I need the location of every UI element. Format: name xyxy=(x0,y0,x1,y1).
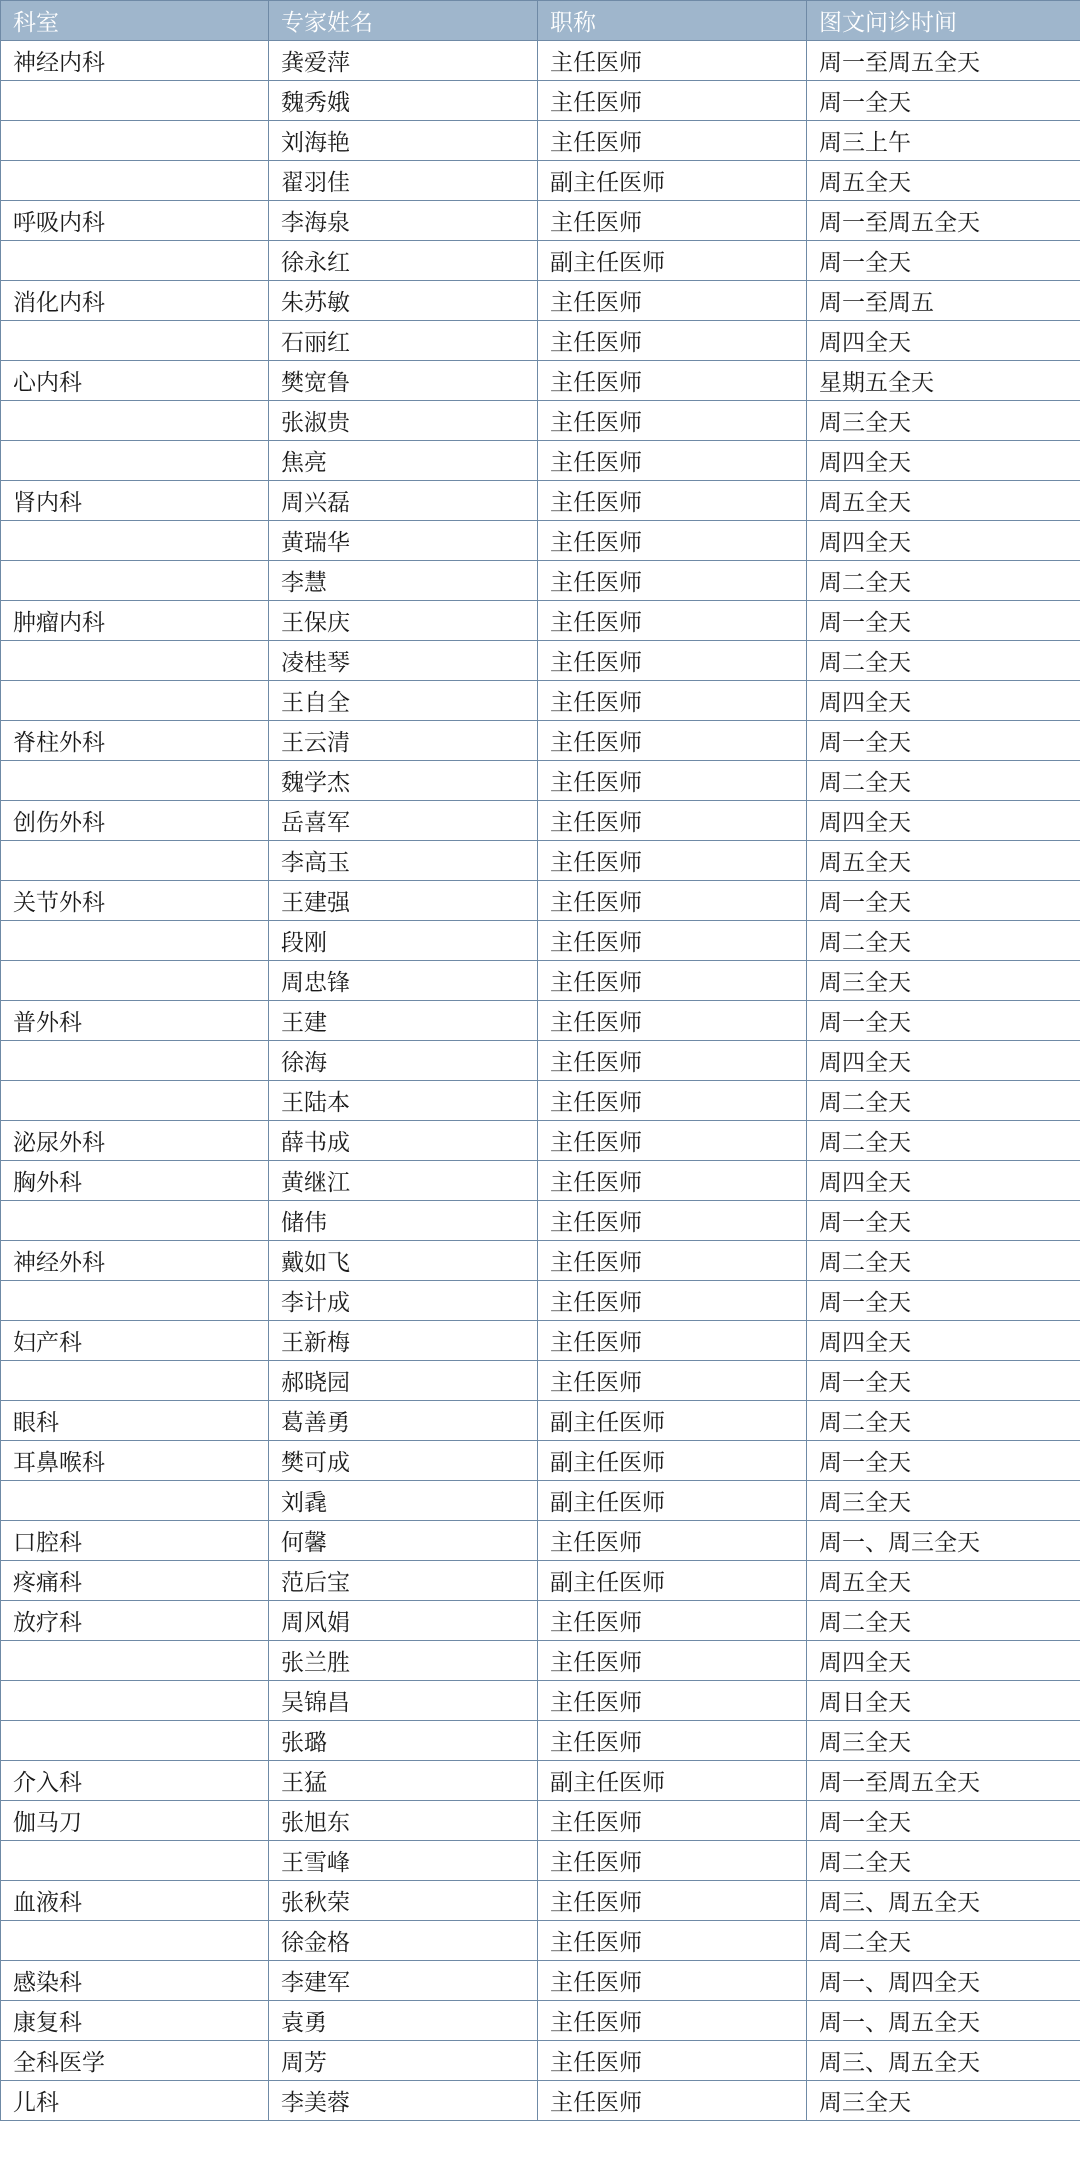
doctor-name-cell: 郝晓园 xyxy=(269,1361,538,1401)
consult-time-cell: 周四全天 xyxy=(807,1641,1080,1681)
doctor-name-cell: 储伟 xyxy=(269,1201,538,1241)
department-cell: 全科医学 xyxy=(1,2041,269,2081)
header-department: 科室 xyxy=(1,1,269,41)
consult-time-cell: 周四全天 xyxy=(807,321,1080,361)
consult-time-cell: 周二全天 xyxy=(807,921,1080,961)
consult-time-cell: 周一至周五全天 xyxy=(807,41,1080,81)
title-cell: 主任医师 xyxy=(538,321,807,361)
title-cell: 主任医师 xyxy=(538,121,807,161)
title-cell: 主任医师 xyxy=(538,2001,807,2041)
table-row xyxy=(1,601,1080,641)
header-doctor-name: 专家姓名 xyxy=(269,1,538,41)
doctor-name-cell: 樊宽鲁 xyxy=(269,361,538,401)
doctor-name-cell: 李美蓉 xyxy=(269,2081,538,2121)
table-row xyxy=(1,1801,1080,1841)
department-cell: 妇产科 xyxy=(1,1321,269,1361)
department-cell: 伽马刀 xyxy=(1,1801,269,1841)
table-row xyxy=(1,201,1080,241)
title-cell: 主任医师 xyxy=(538,1121,807,1161)
doctor-name-cell: 黄继江 xyxy=(269,1161,538,1201)
table-row xyxy=(1,321,1080,361)
department-cell xyxy=(1,681,269,721)
title-cell: 主任医师 xyxy=(538,801,807,841)
table-row xyxy=(1,561,1080,601)
consult-time-cell: 周四全天 xyxy=(807,521,1080,561)
department-cell xyxy=(1,1641,269,1681)
department-cell: 关节外科 xyxy=(1,881,269,921)
doctor-name-cell: 朱苏敏 xyxy=(269,281,538,321)
title-cell: 副主任医师 xyxy=(538,1441,807,1481)
title-cell: 主任医师 xyxy=(538,1241,807,1281)
title-cell: 主任医师 xyxy=(538,641,807,681)
title-cell: 主任医师 xyxy=(538,41,807,81)
consult-time-cell: 周二全天 xyxy=(807,1401,1080,1441)
title-cell: 副主任医师 xyxy=(538,1561,807,1601)
consult-time-cell: 周一全天 xyxy=(807,881,1080,921)
title-cell: 主任医师 xyxy=(538,1601,807,1641)
table-row xyxy=(1,2081,1080,2121)
title-cell: 主任医师 xyxy=(538,1201,807,1241)
table-row xyxy=(1,961,1080,1001)
consult-time-cell: 周一至周五 xyxy=(807,281,1080,321)
table-row xyxy=(1,281,1080,321)
table-row xyxy=(1,361,1080,401)
consult-time-cell: 周三、周五全天 xyxy=(807,1881,1080,1921)
department-cell xyxy=(1,1841,269,1881)
table-header xyxy=(1,1,1080,41)
consult-time-cell: 周四全天 xyxy=(807,1041,1080,1081)
table-row xyxy=(1,41,1080,81)
department-cell: 神经内科 xyxy=(1,41,269,81)
consult-time-cell: 周二全天 xyxy=(807,1121,1080,1161)
department-cell: 介入科 xyxy=(1,1761,269,1801)
department-cell xyxy=(1,441,269,481)
consult-time-cell: 周二全天 xyxy=(807,1081,1080,1121)
title-cell: 主任医师 xyxy=(538,1281,807,1321)
doctor-name-cell: 王云清 xyxy=(269,721,538,761)
department-cell xyxy=(1,401,269,441)
department-cell xyxy=(1,1041,269,1081)
table-row xyxy=(1,1881,1080,1921)
consult-time-cell: 周日全天 xyxy=(807,1681,1080,1721)
consult-time-cell: 周一全天 xyxy=(807,1281,1080,1321)
title-cell: 主任医师 xyxy=(538,1721,807,1761)
department-cell: 普外科 xyxy=(1,1001,269,1041)
title-cell: 主任医师 xyxy=(538,921,807,961)
doctor-name-cell: 翟羽佳 xyxy=(269,161,538,201)
table-row xyxy=(1,841,1080,881)
department-cell xyxy=(1,81,269,121)
doctor-name-cell: 袁勇 xyxy=(269,2001,538,2041)
table-row xyxy=(1,641,1080,681)
department-cell xyxy=(1,761,269,801)
title-cell: 主任医师 xyxy=(538,521,807,561)
doctor-name-cell: 魏学杰 xyxy=(269,761,538,801)
title-cell: 主任医师 xyxy=(538,1081,807,1121)
consult-time-cell: 周一、周三全天 xyxy=(807,1521,1080,1561)
consult-time-cell: 星期五全天 xyxy=(807,361,1080,401)
doctor-name-cell: 徐海 xyxy=(269,1041,538,1081)
department-cell xyxy=(1,1081,269,1121)
department-cell xyxy=(1,961,269,1001)
department-cell xyxy=(1,921,269,961)
consult-time-cell: 周五全天 xyxy=(807,841,1080,881)
consult-time-cell: 周四全天 xyxy=(807,1161,1080,1201)
doctor-name-cell: 张淑贵 xyxy=(269,401,538,441)
header-title: 职称 xyxy=(538,1,807,41)
consult-time-cell: 周一全天 xyxy=(807,1441,1080,1481)
department-cell xyxy=(1,1481,269,1521)
header-row xyxy=(1,1,1080,41)
table-row xyxy=(1,81,1080,121)
doctor-name-cell: 徐永红 xyxy=(269,241,538,281)
table-row xyxy=(1,1121,1080,1161)
consult-time-cell: 周二全天 xyxy=(807,641,1080,681)
doctor-name-cell: 凌桂琴 xyxy=(269,641,538,681)
department-cell: 脊柱外科 xyxy=(1,721,269,761)
header-consult-time: 图文问诊时间 xyxy=(807,1,1080,41)
department-cell xyxy=(1,321,269,361)
table-row xyxy=(1,1721,1080,1761)
title-cell: 主任医师 xyxy=(538,1361,807,1401)
table-row xyxy=(1,1601,1080,1641)
consult-time-cell: 周一全天 xyxy=(807,241,1080,281)
title-cell: 主任医师 xyxy=(538,1801,807,1841)
doctor-name-cell: 王自全 xyxy=(269,681,538,721)
doctor-name-cell: 王保庆 xyxy=(269,601,538,641)
table-row xyxy=(1,481,1080,521)
doctor-name-cell: 李海泉 xyxy=(269,201,538,241)
department-cell xyxy=(1,161,269,201)
table-row xyxy=(1,1441,1080,1481)
consult-time-cell: 周五全天 xyxy=(807,481,1080,521)
doctor-name-cell: 葛善勇 xyxy=(269,1401,538,1441)
table-row xyxy=(1,521,1080,561)
doctor-name-cell: 周芳 xyxy=(269,2041,538,2081)
department-cell: 肿瘤内科 xyxy=(1,601,269,641)
table-row xyxy=(1,1401,1080,1441)
department-cell xyxy=(1,561,269,601)
doctor-name-cell: 周风娟 xyxy=(269,1601,538,1641)
doctor-name-cell: 黄瑞华 xyxy=(269,521,538,561)
consult-time-cell: 周一全天 xyxy=(807,721,1080,761)
doctor-name-cell: 李建军 xyxy=(269,1961,538,2001)
department-cell: 血液科 xyxy=(1,1881,269,1921)
table-row xyxy=(1,1041,1080,1081)
consult-time-cell: 周三全天 xyxy=(807,961,1080,1001)
consult-time-cell: 周四全天 xyxy=(807,441,1080,481)
title-cell: 主任医师 xyxy=(538,441,807,481)
doctor-name-cell: 李高玉 xyxy=(269,841,538,881)
consult-time-cell: 周二全天 xyxy=(807,1921,1080,1961)
table-row xyxy=(1,2041,1080,2081)
consult-time-cell: 周一全天 xyxy=(807,1201,1080,1241)
department-cell: 儿科 xyxy=(1,2081,269,2121)
title-cell: 主任医师 xyxy=(538,1041,807,1081)
doctor-name-cell: 龚爱萍 xyxy=(269,41,538,81)
title-cell: 主任医师 xyxy=(538,1921,807,1961)
department-cell: 眼科 xyxy=(1,1401,269,1441)
title-cell: 副主任医师 xyxy=(538,241,807,281)
consult-time-cell: 周一全天 xyxy=(807,1801,1080,1841)
title-cell: 主任医师 xyxy=(538,201,807,241)
department-cell xyxy=(1,1201,269,1241)
table-row xyxy=(1,441,1080,481)
doctor-name-cell: 段刚 xyxy=(269,921,538,961)
doctor-name-cell: 吴锦昌 xyxy=(269,1681,538,1721)
consult-time-cell: 周三全天 xyxy=(807,1721,1080,1761)
table-row xyxy=(1,801,1080,841)
consult-time-cell: 周二全天 xyxy=(807,761,1080,801)
consult-time-cell: 周一至周五全天 xyxy=(807,201,1080,241)
department-cell: 呼吸内科 xyxy=(1,201,269,241)
consult-time-cell: 周一全天 xyxy=(807,81,1080,121)
consult-time-cell: 周一全天 xyxy=(807,601,1080,641)
table-row xyxy=(1,921,1080,961)
doctor-name-cell: 范后宝 xyxy=(269,1561,538,1601)
consult-time-cell: 周三全天 xyxy=(807,2081,1080,2121)
table-row xyxy=(1,121,1080,161)
department-cell xyxy=(1,521,269,561)
title-cell: 主任医师 xyxy=(538,1641,807,1681)
table-row xyxy=(1,161,1080,201)
consult-time-cell: 周一全天 xyxy=(807,1001,1080,1041)
title-cell: 主任医师 xyxy=(538,601,807,641)
consult-time-cell: 周三上午 xyxy=(807,121,1080,161)
table-row xyxy=(1,721,1080,761)
department-cell xyxy=(1,121,269,161)
department-cell: 放疗科 xyxy=(1,1601,269,1641)
doctor-name-cell: 周兴磊 xyxy=(269,481,538,521)
table-row xyxy=(1,401,1080,441)
doctor-name-cell: 王雪峰 xyxy=(269,1841,538,1881)
title-cell: 主任医师 xyxy=(538,1521,807,1561)
department-cell: 神经外科 xyxy=(1,1241,269,1281)
department-cell: 口腔科 xyxy=(1,1521,269,1561)
doctor-name-cell: 王猛 xyxy=(269,1761,538,1801)
doctor-name-cell: 王建强 xyxy=(269,881,538,921)
table-row xyxy=(1,241,1080,281)
title-cell: 主任医师 xyxy=(538,2041,807,2081)
title-cell: 副主任医师 xyxy=(538,1481,807,1521)
title-cell: 主任医师 xyxy=(538,681,807,721)
title-cell: 主任医师 xyxy=(538,1681,807,1721)
department-cell xyxy=(1,641,269,681)
table-row xyxy=(1,1521,1080,1561)
consult-time-cell: 周四全天 xyxy=(807,801,1080,841)
title-cell: 副主任医师 xyxy=(538,1761,807,1801)
table-row xyxy=(1,1841,1080,1881)
doctor-name-cell: 王陆本 xyxy=(269,1081,538,1121)
doctor-name-cell: 戴如飞 xyxy=(269,1241,538,1281)
doctor-name-cell: 魏秀娥 xyxy=(269,81,538,121)
doctor-name-cell: 张秋荣 xyxy=(269,1881,538,1921)
consult-time-cell: 周四全天 xyxy=(807,681,1080,721)
doctor-name-cell: 周忠锋 xyxy=(269,961,538,1001)
table-row xyxy=(1,1761,1080,1801)
title-cell: 主任医师 xyxy=(538,401,807,441)
consult-time-cell: 周一至周五全天 xyxy=(807,1761,1080,1801)
title-cell: 主任医师 xyxy=(538,561,807,601)
table-body xyxy=(1,41,1080,2121)
doctor-name-cell: 岳喜军 xyxy=(269,801,538,841)
title-cell: 主任医师 xyxy=(538,881,807,921)
department-cell: 康复科 xyxy=(1,2001,269,2041)
consult-time-cell: 周一全天 xyxy=(807,1361,1080,1401)
doctor-name-cell: 樊可成 xyxy=(269,1441,538,1481)
title-cell: 主任医师 xyxy=(538,1001,807,1041)
department-cell: 心内科 xyxy=(1,361,269,401)
department-cell: 疼痛科 xyxy=(1,1561,269,1601)
consult-time-cell: 周三、周五全天 xyxy=(807,2041,1080,2081)
title-cell: 主任医师 xyxy=(538,961,807,1001)
table-row xyxy=(1,1241,1080,1281)
doctor-name-cell: 张兰胜 xyxy=(269,1641,538,1681)
table-row xyxy=(1,761,1080,801)
table-row xyxy=(1,881,1080,921)
doctor-name-cell: 张旭东 xyxy=(269,1801,538,1841)
title-cell: 主任医师 xyxy=(538,81,807,121)
title-cell: 主任医师 xyxy=(538,281,807,321)
doctor-name-cell: 刘海艳 xyxy=(269,121,538,161)
consult-time-cell: 周三全天 xyxy=(807,401,1080,441)
department-cell: 泌尿外科 xyxy=(1,1121,269,1161)
table-row xyxy=(1,1001,1080,1041)
doctor-name-cell: 刘毳 xyxy=(269,1481,538,1521)
table-row xyxy=(1,1561,1080,1601)
title-cell: 主任医师 xyxy=(538,1841,807,1881)
department-cell xyxy=(1,1681,269,1721)
table-row xyxy=(1,1641,1080,1681)
title-cell: 主任医师 xyxy=(538,1881,807,1921)
title-cell: 主任医师 xyxy=(538,761,807,801)
consult-time-cell: 周二全天 xyxy=(807,1601,1080,1641)
department-cell xyxy=(1,1361,269,1401)
doctor-name-cell: 张璐 xyxy=(269,1721,538,1761)
title-cell: 主任医师 xyxy=(538,1161,807,1201)
consult-time-cell: 周三全天 xyxy=(807,1481,1080,1521)
title-cell: 主任医师 xyxy=(538,841,807,881)
department-cell: 消化内科 xyxy=(1,281,269,321)
table-row xyxy=(1,1481,1080,1521)
doctor-name-cell: 王新梅 xyxy=(269,1321,538,1361)
title-cell: 主任医师 xyxy=(538,721,807,761)
table-row xyxy=(1,1681,1080,1721)
department-cell: 感染科 xyxy=(1,1961,269,2001)
consult-time-cell: 周二全天 xyxy=(807,561,1080,601)
consult-time-cell: 周二全天 xyxy=(807,1241,1080,1281)
doctor-name-cell: 石丽红 xyxy=(269,321,538,361)
consult-time-cell: 周五全天 xyxy=(807,1561,1080,1601)
table-row xyxy=(1,1161,1080,1201)
title-cell: 主任医师 xyxy=(538,361,807,401)
title-cell: 主任医师 xyxy=(538,2081,807,2121)
doctor-name-cell: 何馨 xyxy=(269,1521,538,1561)
department-cell xyxy=(1,1281,269,1321)
table-row xyxy=(1,2001,1080,2041)
title-cell: 副主任医师 xyxy=(538,161,807,201)
department-cell xyxy=(1,1721,269,1761)
doctor-name-cell: 李慧 xyxy=(269,561,538,601)
department-cell xyxy=(1,241,269,281)
consult-time-cell: 周一、周四全天 xyxy=(807,1961,1080,2001)
department-cell: 创伤外科 xyxy=(1,801,269,841)
table-row xyxy=(1,1281,1080,1321)
consult-time-cell: 周四全天 xyxy=(807,1321,1080,1361)
doctor-name-cell: 薛书成 xyxy=(269,1121,538,1161)
title-cell: 主任医师 xyxy=(538,481,807,521)
table-row xyxy=(1,681,1080,721)
department-cell: 耳鼻喉科 xyxy=(1,1441,269,1481)
table-row xyxy=(1,1361,1080,1401)
table-row xyxy=(1,1081,1080,1121)
doctor-name-cell: 焦亮 xyxy=(269,441,538,481)
title-cell: 副主任医师 xyxy=(538,1401,807,1441)
doctor-name-cell: 徐金格 xyxy=(269,1921,538,1961)
doctor-name-cell: 王建 xyxy=(269,1001,538,1041)
consult-time-cell: 周一、周五全天 xyxy=(807,2001,1080,2041)
department-cell xyxy=(1,1921,269,1961)
department-cell: 肾内科 xyxy=(1,481,269,521)
title-cell: 主任医师 xyxy=(538,1961,807,2001)
department-cell xyxy=(1,841,269,881)
doctor-name-cell: 李计成 xyxy=(269,1281,538,1321)
table-row xyxy=(1,1321,1080,1361)
table-row xyxy=(1,1961,1080,2001)
consult-time-cell: 周二全天 xyxy=(807,1841,1080,1881)
title-cell: 主任医师 xyxy=(538,1321,807,1361)
table-row xyxy=(1,1201,1080,1241)
table-row xyxy=(1,1921,1080,1961)
department-cell: 胸外科 xyxy=(1,1161,269,1201)
consult-time-cell: 周五全天 xyxy=(807,161,1080,201)
